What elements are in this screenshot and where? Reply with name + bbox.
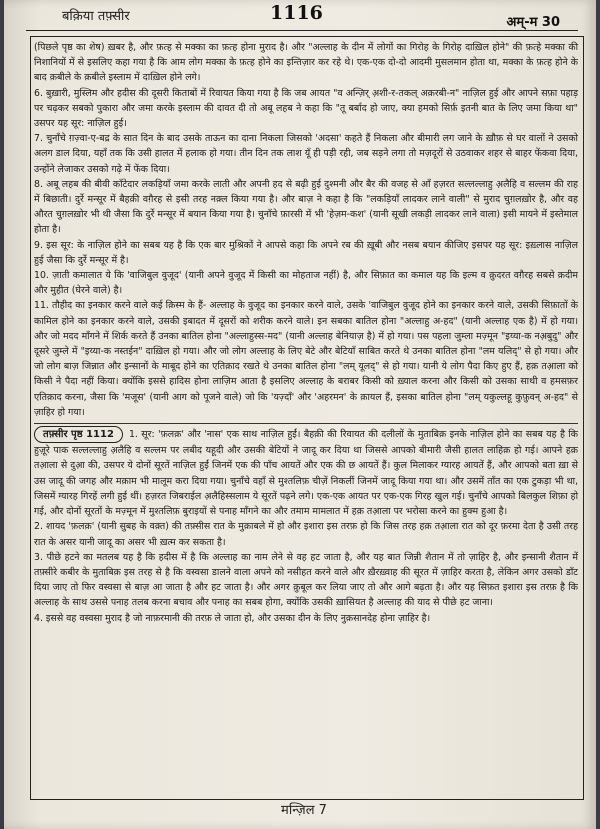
paragraph: 7. चुनाँचे ग़ज़्वा-ए-बद्र के सात दिन के बाद उसके ताऊन का दाना निकला जिसको 'अदसा' कहते हैं निकला और बीमारी लग जाने के ख़ौफ़ से घर वालों ने उसको अलग डाल दिया, यहाँ तक कि उसी हालत में हलाक हो गया। तीन दिन तक लाश यूँ ही पड़ी रही, जब सड़ने लगा तो मज़दूरों से उठवाकर शहर से बाहर फेंकवा दिया, उन्होंने लेजाकर उसको गढ़े में फेंक दिया।: [34, 133, 578, 175]
section-first-paragraph: [34, 426, 578, 519]
paragraph: 10. ज़ाती कमालात ये कि 'वाजिबुल वुजूद' (यानी अपने वुजूद में किसी का मोहताज नहीं) है, और सिफ़ात का कमाल यह कि इल्म व क़ुदरत वग़ैरह सबसे क़दीम और मुहीत (घेरने वाले) है।: [34, 270, 578, 297]
page-footer: मन्ज़िल 7: [281, 803, 327, 818]
paragraph: 2. शायद 'फ़लक़' (यानी सुबह के वक़्त) की तफ़्सीस रात के मुक़ाबले में हो और इशारा इस तरफ़ हो कि जिस तरह हक़ तआ़ला रात को दूर फ़रमा देता है उसी तरह रात के असर यानी जादू का असर भी ख़त्म कर सकता है।: [34, 521, 578, 548]
page-number: 1116: [270, 2, 323, 24]
section-badge: तफ़्सीर पृष्ठ 1112: [34, 426, 123, 443]
paragraph: 4. इससे वह वस्वसा मुराद है जो नाफ़रमानी की तरफ़ ले जाता हो, और उसका दीन के लिए नुक़सानदेह होना ज़ाहिर है।: [34, 612, 431, 624]
paragraph: 9. इस सूर: के नाज़िल होने का सबब यह है कि एक बार मुश्रिकों ने आपसे कहा कि अपने रब की ख़ूबी और नसब बयान कीजिए इसपर यह सूर: इख़्लास नाज़िल हुई जैसा कि दुर्रे मन्सूर में है।: [34, 239, 578, 266]
header-rule: [26, 30, 578, 31]
header-title: बक़िया तफ़्सीर: [62, 9, 130, 24]
header-juz: अम्-म 30: [506, 15, 560, 30]
section-divider: [34, 423, 578, 424]
paragraph: 11. तौहीद का इनकार करने वाले कई क़िस्म के हैं- अल्लाह के वुजूद का इनकार करने वाले, उसके 'वाजिबुल वुजूद होने का इनकार करने वाले, उसकी सिफ़ातों के कामिल होने का इनकार करने वाले, उसकी इबादत में दूसरों को शरीक करने वाले। इन सबका बातिल होना "अल्लाहु अ-हद" (यानी अल्लाह एक है) में हो गया। और जो मदद माँगने में शिर्क करते हैं उनका बातिल होना "अल्लाहुस्स-मद" (यानी अल्लाह बेनियाज़ है) में हो गया। पस पहला जुम्ला मज़्मून "इय्या-क नअ़बुदु" और दूसरे जुम्ले में "इय्या-क नस्तईन" दाख़िल हो गया। और जो लोग अल्लाह के लिए बेटे और बेटियाँ साबित करते थे उनका बातिल होना "लम यलिद्" से हो गया। और जो लोग बाज़ जिन्नात और इन्सानों के माबूद होने का एतिक़ाद रखते थे उनका बातिल होना "लम् यूलद्" से हो गया। यानी ये लोग पैदा किए हुए हैं, हक़ तआ़ला को किसी ने पैदा नहीं किया। क्योंकि इससे हादिस होना लाज़िम आता है इसलिए अल्लाह के बराबर किसी को ख़्याल करना और किसी को उसका साथी व हमसफ़र एतिक़ाद करना, जैसा कि 'मजूस' (यानी आग को पूजने वाले) जो कि 'यज़्दाँ' और 'अहरमन' के क़ायल हैं, इसका बातिल होना "लम् यकुल्लहू कुफ़ुवन् अ-हद" से ज़ाहिर हो गया।: [34, 300, 578, 418]
paragraph: (पिछले पृष्ठ का शेष) ख़बर है, और फ़त्ह से मक्का का फ़त्ह होना मुराद है। और "अल्लाह के दीन में लोगों का गिरोह के गिरोह दाख़िल होने" की फ़त्हे मक्का की निशानियों में से इसलिए कहा गया है कि आम लोग मक्का के फ़त्ह होने का इन्तिज़ार कर रहे थे। एक-एक दो-दो आदमी मुसलमान होता था, मक्का के फ़त्ह होने के बाद क़बीले के क़बीले इस्लाम में दाख़िल होने लगे।: [34, 42, 578, 84]
paragraph: 6. बुख़ारी, मुस्लिम और हदीस की दूसरी किताबों में रिवायत किया गया है कि जब आयत "व अन्ज़िर् अ़शी-र-तकल् अक़रबी-न" नाज़िल हुई और आपने सफ़ा पहाड़ पर चढ़कर सबको पुकारा और जमा करके इस्लाम की दावत दी तो अबू लहब ने कहा कि "तू बर्बाद हो जाए, क्या हमको सिर्फ़ इतनी बात के लिए जमा किया था" उसपर यह सूर: नाज़िल हुई।: [34, 87, 578, 130]
paragraph: 3. पीछे हटने का मतलब यह है कि हदीस में है कि अल्लाह का नाम लेने से वह हट जाता है, और यह बात जिन्नी शैतान में तो ज़ाहिर है, और इन्सानी शैतान में तफ़्सीरे कबीर के मुताबिक़ इस तरह से है कि वस्वसा डालने वाला अपने को नसीहत करने वाले और ख़ैरख़्वाह की सूरत में ज़ाहिर करता है, लेकिन अगर उसको डाँट दिया जाए तो फिर वस्वसा से बाज़ आ जाता है और हट जाता है। और अगर क़ुबूल कर लिया जाए तो और आगे बढ़ता है। और यह सिफ़त इशारा इस तरफ़ है कि अल्लाह के साथ उससे पनाह तलब करना बचाव और पनाह का सबब होगा, क्योंकि उसकी ख़ासियत है अल्लाह की याद से पीछे हट जाना।: [34, 551, 578, 609]
book-page: [4, 0, 596, 829]
paragraph: 8. अबू लहब की बीवी काँटेदार लकड़ियाँ जमा करके लाती और अपनी हद से बढ़ी हुई दुश्मनी और बैर की वजह से आँ हज़रत सल्लल्लाहु अ़लैहि व सल्लम की राह में बिछाती। दुर्रे मन्सूर में बैहक़ी वग़ैरह से इसी तरह नक़्ल किया गया है। और बाज़ ने कहा है कि "लकड़ियाँ लादकर लाने वाली" से मुराद चुग़लख़ोर है, और वह औरत चुग़लख़ोर भी थी जैसा कि दुर्रे मन्सूर में बयान किया गया है। चुनाँचे फ़ारसी में भी 'हेज़म-कश' (यानी सूखी लकड़ी लादकर लाने वाला) इसी मायने में इस्तेमाल होता है।: [34, 178, 578, 236]
paragraph: 1. सूर: 'फ़लक़' और 'नास' एक साथ नाज़िल हुईं। बैहक़ी की रिवायत की दलीलों के मुताबिक़ इनके नाज़िल होने का सबब यह है कि हुज़ूरे पाक सल्लल्लाहु अ़लैहि व सल्लम पर लबीद यहूदी और उसकी बेटियों ने जादू कर दिया था जिससे आपको बीमारी जैसी हालत लाहिक़ हो गई। आपने हक़ तआ़ला से दुआ़ की, उसपर ये दोनों सूरतें नाज़िल हुईं जिनमें एक की पाँच आयतें और एक की छ आयतें हैं। कुल मिलाकर ग्यारह आयतें हैं, और आपको बता ख़ा से उस जादू की जगह और मक़ाम भी मालूम करा दिया गया। चुनाँचे वहाँ से मुश्तलिफ़ चीज़ें निकलीं जिनमें जादू किया गया था। और उसमें ताँत का एक टुकड़ा भी था, जिसमें ग्यारह गिरहें लगी हुई थीं। हज़रत जिबराईल अ़लैहिस्सलाम ये सूरतें पढ़ने लगे। एक-एक आयत पर एक-एक गिरह खुल गई। चुनाँचे आपको बिलकुल शिफ़ा हो गई, और दोनों सूरतों के मज़्मून में मुश्तलिफ़ बुराइयों से पनाह माँगने का और तमाम मामलात में हक़ तआ़ला पर भरोसा करने का हुक्म हुआ है।: [34, 429, 578, 518]
body-text: [34, 40, 578, 626]
